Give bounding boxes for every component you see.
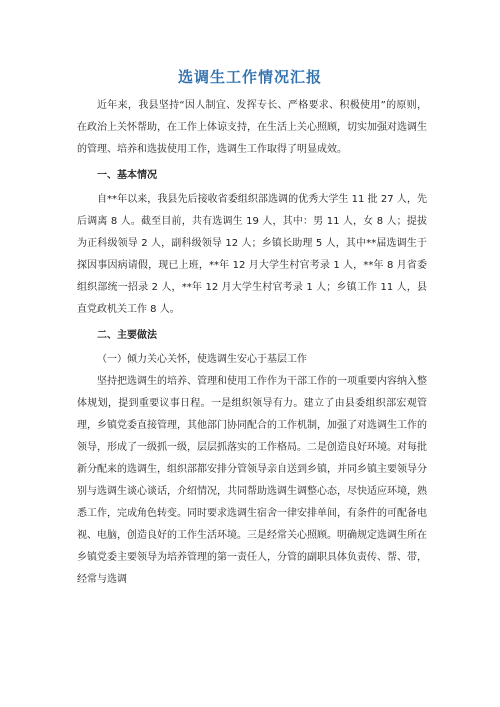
intro-paragraph: 近年来，我县坚持“因人制宜、发挥专长、严格要求、积极使用”的原则，在政治上关怀帮助，在工作上体谅支持，在生活上关心照顾，切实加强对选调生的管理、培养和选拔使用工作，选调生工作取得了明显成效。	[77, 100, 427, 155]
basic-situation-paragraph: 自**年以来，我县先后接收省委组织部选调的优秀大学生 11 批 27 人，先后调离 8 人。截至目前，共有选调生 19 人，其中：男 11 人，女 8 人；提拔为正科级领导 2 人，副科级领导 12 人；乡镇长助理 5 人，其中**届选调生于探因事因病请假，现已上班，**年 12 月大学生村官考录 1 人，**年 8 月省委组织部统一招录 2 人，**年 12 月大学生村官考录 1 人；乡镇工作 11 人，县直党政机关工作 8 人。	[77, 194, 427, 315]
section-heading-main-practices: 二、主要做法	[97, 330, 157, 341]
subsection-heading-care: （一）倾力关心关怀，使选调生安心于基层工作	[97, 354, 307, 365]
main-practices-paragraph: 坚持把选调生的培养、管理和使用工作作为干部工作的一项重要内容纳入整体规划，提到重要议事日程。一是组织领导有力。建立了由县委组织部宏观管理，乡镇党委直接管理，其他部门协同配合的工作机制，加强了对选调生工作的领导，形成了一级抓一级，层层抓落实的工作格局。二是创造良好环境。对每批新分配来的选调生，组织部都安排分管领导亲自送到乡镇，并同乡镇主要领导分别与选调生谈心谈话，介绍情况，共同帮助选调生调整心态，尽快适应环境，熟悉工作，完成角色转变。同时要求选调生宿舍一律安排单间，有条件的可配备电视、电脑，创造良好的工作生活环境。三是经常关心照顾。明确规定选调生所在乡镇党委主要领导为培养管理的第一责任人，分管的副职具体负责传、帮、带，经常与选调	[77, 376, 427, 585]
document-body	[77, 95, 427, 591]
document-title: 选调生工作情况汇报	[177, 68, 322, 86]
section-heading-basic-situation: 一、基本情况	[97, 170, 157, 181]
